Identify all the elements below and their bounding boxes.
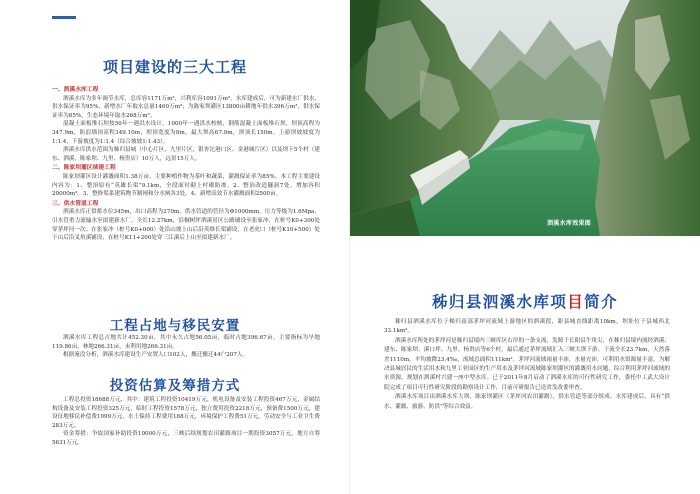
paragraph: 泗溪水库为多年调节水库，总库容1171万m³，兴利库容1091万m³，水库建成后，可为新建水厂供水，供水保证率为95%，新增水厂年取水总量1460万m³；为陈家坝灌区13800亩耕地年供水396万m³，供水保证率为85%，生态环境年取水268万m³。 [52, 95, 320, 119]
reservoir-illustration [350, 0, 700, 236]
section-heading: 一、泗溪水库工程 [52, 87, 99, 93]
section-heading: 二、陈家坝灌区续建工程 [52, 165, 116, 172]
title-text-end: 简介 [584, 292, 618, 311]
paragraph: 泗溪水库正常蓄水位345m，出口高程为270m，供水管道的管径为Φ1000mm，压力等级为1.6Mpa，引水管重力流输水至拟建新水厂。全长12.27km，沿桐树坪泗溪景区公路铺设至张家冲，在桩号K0+300处穿茅坪河一次；在张家冲（桩号K0+000）处沿山坡上山后沿英维长渠铺设，在老虎口（桩号K10+500）处下山后沿叉角溪铺设，在桩号K11+200处穿三江溪后上山至拟建新水厂。 [52, 209, 320, 242]
paragraph: 泗溪水库工程总占地共计452.30亩，其中永久占地56.05亩，临时占地396.67亩，主要指标为旱地119.86亩，林地266.31亩，未利用地266.31亩。 [52, 335, 320, 350]
accent-bar [52, 16, 76, 19]
section-reservoir [52, 86, 320, 243]
paragraph: 泗溪水库供水范围为秭归县城（中心片区、九里片区，银杏沱港口区、金港城片区）以及坝下5个村（建东、泗溪、陈家坝、九里、杨贵店）10万人，远景15万人。 [52, 147, 320, 162]
paragraph: 陈家坝灌区设计灌溉面积1.38万亩，主要种植作物为茶叶和蔬菜，灌溉保证率为85%。本工程主要建设内容为：1、整治原有“英雄长渠”9.1km，全段面衬砌上村砌防渗。2、整治改造隧洞7处，增加容积20000m³。3、整修渠系建筑物节制闸和分水闸各3处。4、新增高效节水灌溉面积2500亩。 [52, 173, 320, 198]
investment-title: 投资估算及筹措方式 [109, 378, 241, 394]
right-page [350, 0, 700, 494]
section-investment [52, 396, 320, 448]
reservoir-rendering-photo [350, 0, 700, 236]
photo-caption: 泗溪水库效果图 [547, 220, 592, 227]
project-intro-body [384, 318, 670, 412]
paragraph: 资金筹措：争取国家补助投资10000万元，三峡后续规划农田灌溉项目一期投资3057万元，地方自筹5631万元。 [52, 431, 320, 446]
paragraph: 泗溪水库所处的茅坪河是秭归县境内三峡库区右岸的一条支流，发源于长阳县牛角尖，在秭归县境内流经泗溪、建东、陈家坝、溪口坪、九里、杨贵店等6个村，最后通过茅坪流域汇入三峡大坝下游。干流全长23.7km，天然落差1110m，平均坡降23.4‰，流域总面积111km²。茅坪河流域雨量丰沛，水量充沛，可利用水资源量丰富，为解决县城居民的生活用水和九里工业园区的生产用水及茅坪河流域陈家坝灌区的灌溉用水问题，综合利用茅坪河流域的水资源，规划在泗溪村兴建一座中型水库。已于2011年8月启动了泗溪水库的可行性研究工作，委托中工武大设计院完成了项目可行性研究阶段的勘察设计工作，目前可研报告已送省发改委审查。 [384, 337, 670, 391]
section-heading: 三、供水管道工程 [52, 200, 99, 207]
title-accent-char: 目 [567, 292, 585, 311]
paragraph: 泗溪水库项目由泗溪水库大坝、陈家坝灌区（茅坪河农田灌溉）、供水管道等部分组成。水库建成后，具有“供水、灌溉、旅游、防洪”等综合效益。 [384, 394, 670, 410]
paragraph: 混凝土面板堆石坝按50年一遇洪水设计，1000年一遇洪水校核，钢筋混凝土面板堆石坝，坝顶高程为347.9m，防浪墙顶高程349.10m，坝顶宽度为8m，最大坝高67.9m，坝顶长150m。上游坝坡坡度为1:1.4，下游坡度为1:1.4（综合坡坡1:1.43）。 [52, 121, 320, 145]
section-land [52, 334, 320, 360]
paragraph: 根据淹没分析，泗溪水库建设生产安置人口102人，搬迁搬迁44户207人。 [63, 352, 249, 359]
title-text: 秭归县泗溪水库项 [432, 292, 568, 311]
paragraph: 工程总投资18688万元，其中：建筑工程投资10419万元，机电设备及安装工程投资467万元，金属结构设备及安装工程投资325万元，临时工程投资1578万元，独立费用投资2218万元，预备费1500万元，建设征地移民补偿费1099万元，水土保持工程费用188万元，环境保护工程费51万元，劳动安全与工业卫生费283万元。 [52, 397, 320, 429]
left-main-title: 项目建设的三大工程 [102, 58, 247, 76]
paragraph: 秭归县泗溪水库位于秭归南部茅坪河流域上游地区的泗溪段，距县城直线距离10km，坝址位于县城西北33.1km²。 [384, 319, 670, 335]
land-resettlement-title: 工程占地与移民安置 [109, 318, 241, 334]
right-main-title [350, 290, 700, 312]
